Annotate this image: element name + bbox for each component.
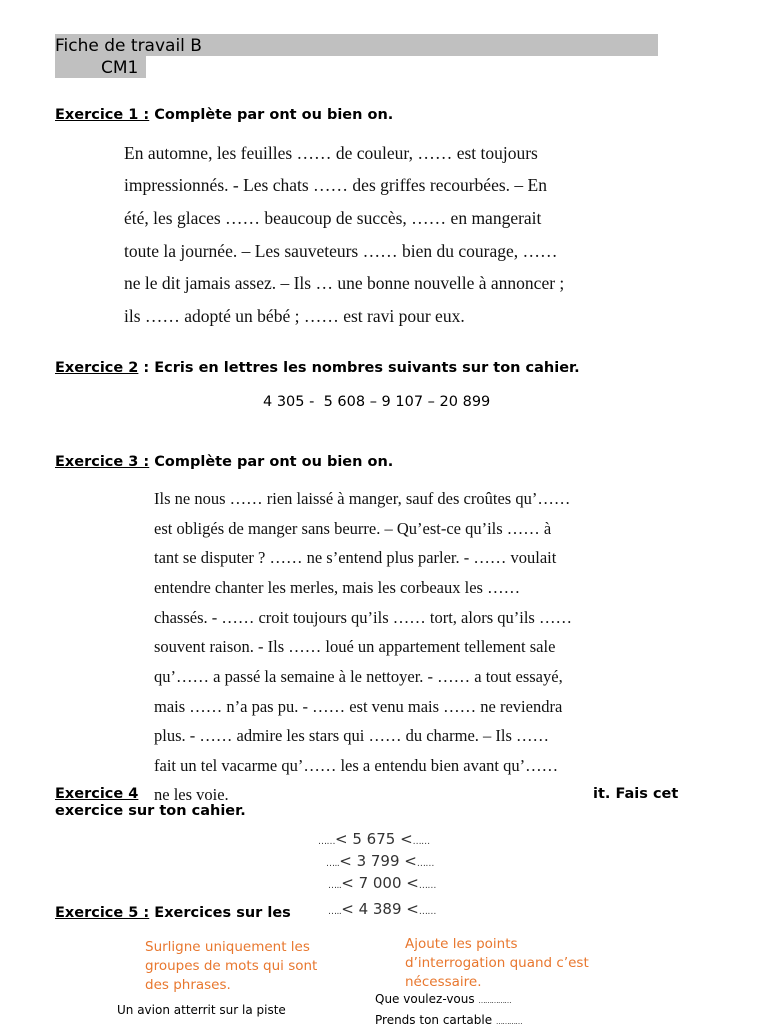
exercise5-right-item: Prends ton cartable ………… xyxy=(375,1013,522,1027)
exercise2-label: Exercice 2 xyxy=(55,360,139,376)
exercise2-instruction: : Ecris en lettres les nombres suivants sur ton cahier. xyxy=(138,360,580,376)
exercise1-line: ne le dit jamais assez. – Ils … une bonne nouvelle à annoncer ; xyxy=(124,273,565,293)
exercise3-line: tant se disputer ? …… ne s’entend plus parler. - …… voulait xyxy=(154,548,557,567)
exercise4-heading xyxy=(55,786,138,802)
exercise5-right-instruction: Ajoute les points d’interrogation quand c’est nécessaire. xyxy=(405,936,589,990)
comparison-row: …..< 4 389 <…… xyxy=(328,900,436,918)
exercise3-label: Exercice 3 : xyxy=(55,454,150,470)
exercise1-instruction: Complète par ont ou bien on. xyxy=(149,107,394,123)
exercise3-line: ne les voie. xyxy=(154,785,229,804)
comparison-row: ……< 5 675 <…… xyxy=(318,830,430,848)
exercise1-heading xyxy=(55,107,393,123)
exercise1-line: impressionnés. - Les chats …… des griffes recourbées. – En xyxy=(124,175,547,195)
exercise3-line: plus. - …… admire les stars qui …… du charme. – Ils …… xyxy=(154,726,550,745)
exercise3-line: est obligés de manger sans beurre. – Qu’est-ce qu’ils …… à xyxy=(154,519,552,538)
exercise1-line: été, les glaces …… beaucoup de succès, …… en mangerait xyxy=(124,208,542,228)
comparison-row: …..< 7 000 <…… xyxy=(328,874,436,892)
exercise3-line: souvent raison. - Ils …… loué un appartement tellement sale xyxy=(154,637,556,656)
exercise3-heading xyxy=(55,454,393,470)
exercise4-instruction-line2: exercice sur ton cahier. xyxy=(55,803,246,819)
exercise5-left-instruction: Surligne uniquement les groupes de mots qui sont des phrases. xyxy=(145,939,318,993)
exercise4-instruction-end: it. Fais cet xyxy=(593,786,679,802)
exercise2-heading xyxy=(55,360,580,376)
exercise1-line: ils …… adopté un bébé ; …… est ravi pour eux. xyxy=(124,306,465,326)
class-level: CM1 xyxy=(101,58,139,78)
exercise3-line: Ils ne nous …… rien laissé à manger, sauf des croûtes qu’…… xyxy=(154,489,571,508)
exercise5-instruction: Exercices sur les xyxy=(149,905,291,921)
exercise1-line: En automne, les feuilles …… de couleur, …… est toujours xyxy=(124,143,538,163)
exercise3-line: chassés. - …… croit toujours qu’ils …… tort, alors qu’ils …… xyxy=(154,608,572,627)
exercise1-line: toute la journée. – Les sauveteurs …… bien du courage, …… xyxy=(124,241,558,261)
exercise5-right-item: Que voulez-vous …………… xyxy=(375,992,511,1006)
exercise5-label: Exercice 5 : xyxy=(55,905,150,921)
exercise3-instruction: Complète par ont ou bien on. xyxy=(149,454,394,470)
exercise5-heading xyxy=(55,905,291,921)
exercise3-line: mais …… n’a pas pu. - …… est venu mais …… ne reviendra xyxy=(154,697,563,716)
exercise3-line: fait un tel vacarme qu’…… les a entendu bien avant qu’…… xyxy=(154,756,559,775)
exercise5-left-item: Un avion atterrit sur la piste xyxy=(117,1003,286,1017)
exercise3-line: entendre chanter les merles, mais les corbeaux les …… xyxy=(154,578,521,597)
exercise4-label: Exercice 4 xyxy=(55,786,139,802)
exercise3-line: qu’…… a passé la semaine à le nettoyer. - …… a tout essayé, xyxy=(154,667,563,686)
page-title: Fiche de travail B xyxy=(55,36,202,56)
exercise1-label: Exercice 1 : xyxy=(55,107,150,123)
exercise2-numbers: 4 305 - 5 608 – 9 107 – 20 899 xyxy=(263,394,491,410)
comparison-row: …..< 3 799 <…… xyxy=(326,852,434,870)
